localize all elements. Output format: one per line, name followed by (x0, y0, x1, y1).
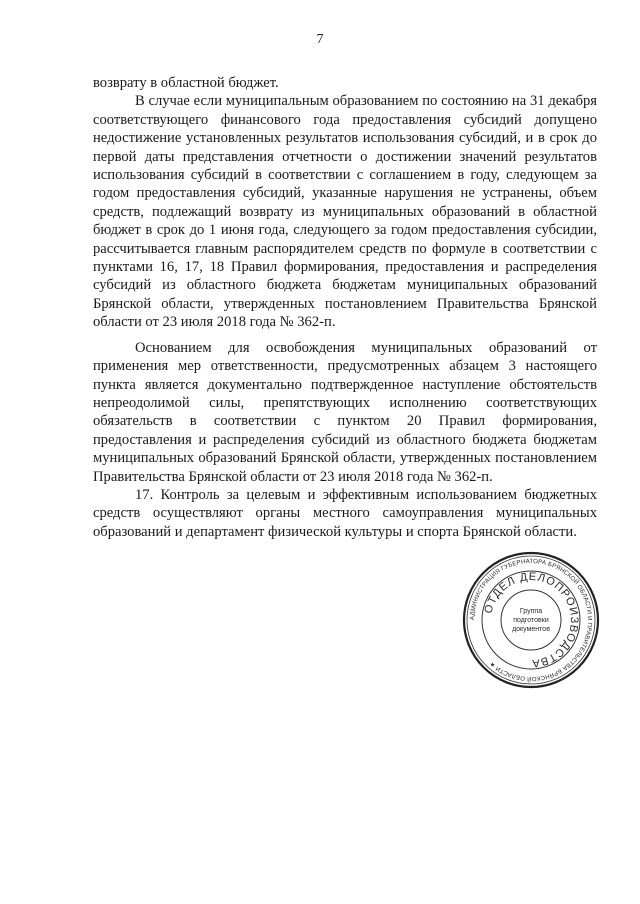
seal-middle-text: ОТДЕЛ ДЕЛОПРОИЗВОДСТВА (482, 570, 581, 670)
paragraph-exemption-grounds: Основанием для освобождения муниципальных образований от применения мер ответственности, предусмотренных абзацем 3 настоящего пункта является документально подтвержденное наступление обстоятельств непреодолимой силы, препятствующих исполнению соответствующих обязательств в соответствии с пунктом 20 Правил формирования, предоставления и распределения субсидий из областного бюджета бюджетам муниципальных образований Брянской области, утвержденных постановлением Правительства Брянской области от 23 июля 2018 года № 362-п. (93, 339, 597, 485)
seal-center-line-2: подготовки (513, 617, 549, 624)
seal-outer-text: АДМИНИСТРАЦИЯ ГУБЕРНАТОРА БРЯНСКОЙ ОБЛАСТИ И ПРАВИТЕЛЬСТВА БРЯНСКОЙ ОБЛАСТИ ★ (468, 557, 594, 683)
document-body (93, 74, 597, 541)
seal-graphic (462, 551, 600, 689)
page-number: 7 (316, 32, 324, 47)
paragraph-refund-conditions: В случае если муниципальным образованием по состоянию на 31 декабря соответствующего финансового года предоставления субсидий допущено недостижение установленных результатов использования субсидий, и в срок до первой даты представления отчетности о достижении значений результатов использования субсидий в соответствии с соглашением в году, следующем за годом предоставления субсидий, указанные нарушения не устранены, объем средств, подлежащий возврату из муниципальных образований в областной бюджет в срок до 1 июня года, следующего за годом предоставления субсидии, рассчитывается главным распорядителем средств по формуле в соответствии с пунктами 16, 17, 18 Правил формирования, предоставления и распределения субсидий из областного бюджета бюджетам муниципальных образований Брянской области, утвержденных постановлением Правительства Брянской области от 23 июля 2018 года № 362-п. (93, 93, 597, 331)
seal-center-line-3: документов (512, 626, 550, 633)
seal-center-line-1: Группа (519, 608, 543, 615)
paragraph-control-clause: 17. Контроль за целевым и эффективным использованием бюджетных средств осуществляют органы местного самоуправления муниципальных образований и департамент физической культуры и спорта Брянской области. (93, 486, 597, 540)
official-seal-stamp (462, 551, 600, 689)
paragraph-continuation: возврату в областной бюджет. (93, 75, 279, 91)
